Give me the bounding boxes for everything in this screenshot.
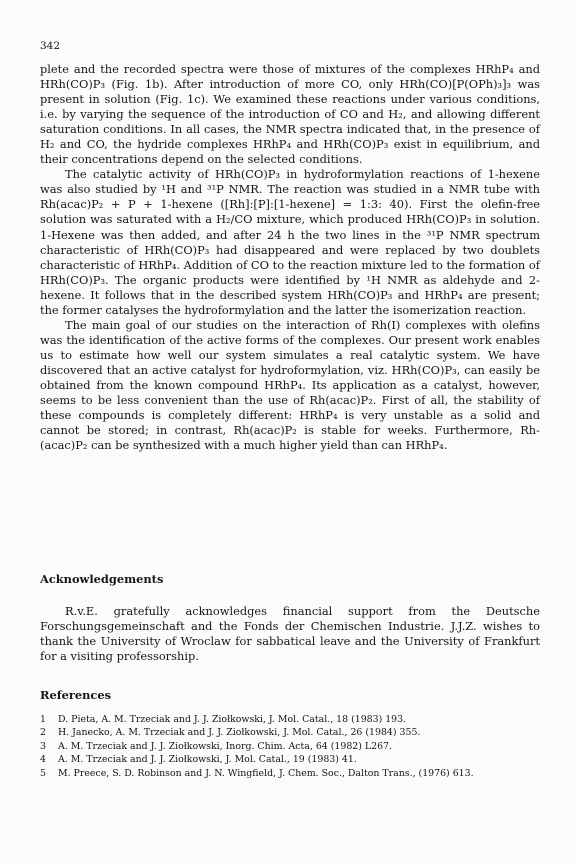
body-text <box>40 62 540 453</box>
reference-text: H. Janecko, A. M. Trzeciak and J. J. Ziołkowski, J. Mol. Catal., 26 (1984) 355. <box>58 727 421 739</box>
page-number: 342 <box>40 40 61 52</box>
reference-number: 4 <box>40 754 46 766</box>
paragraph-2: The catalytic activity of HRh(CO)P₃ in hydroformylation reactions of 1-hexene was also studied by ¹H and ³¹P NMR. The reaction was studied in a NMR tube with Rh(acac)P₂ + P + 1-hexene ([Rh]:[P]:[1-hexene] = 1:3: 40). First the olefin-free solution was saturated with a H₂/CO mixture, which produced HRh(CO)P₃ in solution. 1-Hexene was then added, and after 24 h the two lines in the ³¹P NMR spectrum characteristic of HRh(CO)P₃ had disappeared and were replaced by two doublets characteristic of HRhP₄. Addition of CO to the reaction mixture led to the formation of HRh(CO)P₃. The organic products were identified by ¹H NMR as aldehyde and 2-hexene. It follows that in the described system HRh(CO)P₃ and HRhP₄ are present; the former catalyses the hydroformylation and the latter the isomerization reaction. <box>40 167 540 317</box>
references-list <box>40 713 545 780</box>
reference-text: A. M. Trzeciak and J. J. Ziołkowski, Inorg. Chim. Acta, 64 (1982) L267. <box>58 740 392 752</box>
reference-number: 5 <box>40 767 46 779</box>
reference-item <box>40 753 545 766</box>
paragraph-3: The main goal of our studies on the interaction of Rh(I) complexes with olefins was the identification of the active forms of the complexes. Our present work enables us to estimate how well our system simulates a real catalytic system. We have discovered that an active catalyst for hydroformylation, viz. HRh(CO)P₃, can easily be obtained from the known compound HRhP₄. Its application as a catalyst, however, seems to be less convenient than the use of Rh(acac)P₂. First of all, the stability of these compounds is completely different: HRhP₄ is very unstable as a solid and cannot be stored; in contrast, Rh(acac)P₂ is stable for weeks. Furthermore, Rh-(acac)P₂ can be synthesized with a much higher yield than can HRhP₄. <box>40 317 540 453</box>
reference-item <box>40 726 545 739</box>
references-heading: References <box>40 688 111 702</box>
reference-item <box>40 767 545 780</box>
acknowledgements-text: R.v.E. gratefully acknowledges financial support from the Deutsche Forschungsgemeinschaft and the Fonds der Chemischen Industrie. J.J.Z. wishes to thank the University of Wroclaw for sabbatical leave and the University of Frankfurt for a visiting professorship. <box>40 604 540 664</box>
reference-item <box>40 740 545 753</box>
reference-text: D. Pieta, A. M. Trzeciak and J. J. Ziołkowski, J. Mol. Catal., 18 (1983) 193. <box>58 714 407 725</box>
acknowledgements-heading: Acknowledgements <box>40 572 164 586</box>
reference-item <box>40 713 545 726</box>
paragraph-1: plete and the recorded spectra were those of mixtures of the complexes HRhP₄ and HRh(CO)P₃ (Fig. 1b). After introduction of more CO, only HRh(CO)[P(OPh)₃]₃ was present in solution (Fig. 1c). We examined these reactions under various conditions, i.e. by varying the sequence of the introduction of CO and H₂, and allowing different saturation conditions. In all cases, the NMR spectra indicated that, in the presence of H₂ and CO, the hydride complexes HRhP₄ and HRh(CO)P₃ exist in equilibrium, and their concentrations depend on the selected conditions. <box>40 62 540 167</box>
reference-number: 1 <box>40 714 46 725</box>
reference-number: 2 <box>40 727 46 739</box>
reference-number: 3 <box>40 740 46 752</box>
reference-text: M. Preece, S. D. Robinson and J. N. Wingfield, J. Chem. Soc., Dalton Trans., (1976) 613. <box>58 767 474 779</box>
reference-text: A. M. Trzeciak and J. J. Ziołkowski, J. Mol. Catal., 19 (1983) 41. <box>58 754 357 766</box>
